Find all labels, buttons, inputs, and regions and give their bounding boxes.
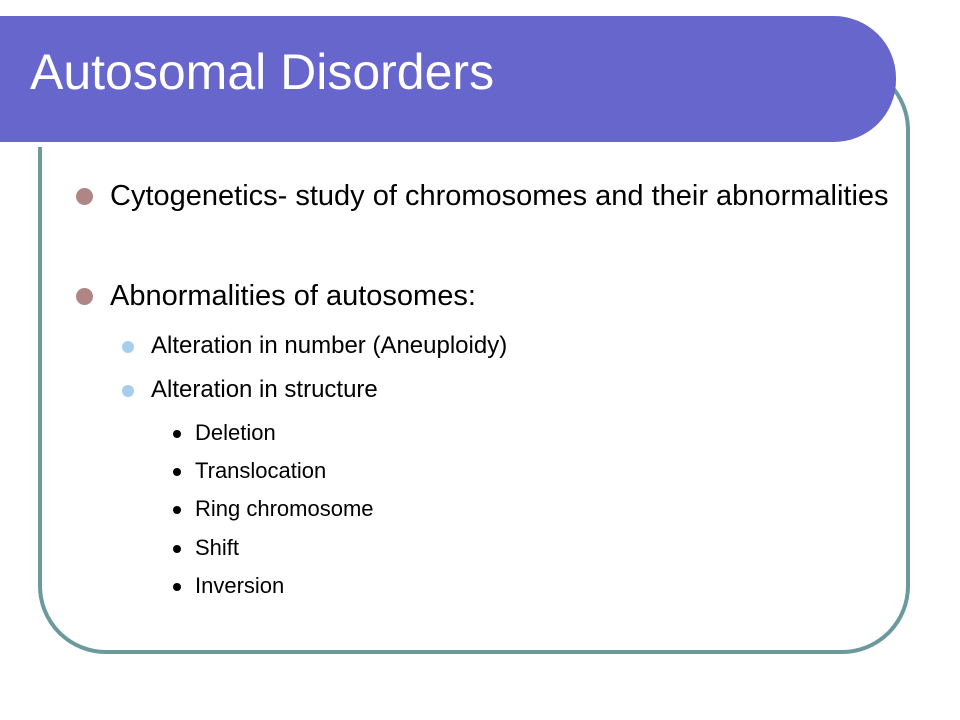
structure-item-text: Shift [195, 535, 240, 560]
bullet-text: Cytogenetics- study of chromosomes and their abnormalities [110, 180, 889, 212]
small-bullet-dot-icon [173, 583, 181, 591]
structure-item-text: Inversion [195, 573, 285, 598]
bullet-text: Abnormalities of autosomes: [110, 280, 476, 312]
structure-item-ring-chromosome [195, 496, 795, 522]
small-bullet-dot-icon [173, 430, 181, 438]
slide-title: Autosomal Disorders [30, 44, 495, 100]
bullet-dot-icon [76, 188, 93, 205]
structure-item-text: Ring chromosome [195, 496, 374, 521]
sub-bullet-text: Alteration in number (Aneuploidy) [151, 332, 508, 359]
sub-bullet-number [151, 331, 851, 361]
bullet-item-abnormalities [110, 276, 890, 316]
structure-item-text: Deletion [195, 420, 276, 445]
small-bullet-dot-icon [173, 468, 181, 476]
structure-item-translocation [195, 458, 795, 484]
bullet-item-cytogenetics [110, 176, 890, 216]
sub-bullet-structure [151, 375, 851, 405]
structure-item-text: Translocation [195, 458, 327, 483]
small-bullet-dot-icon [173, 506, 181, 514]
sub-bullet-dot-icon [122, 341, 134, 353]
structure-item-inversion [195, 573, 795, 599]
structure-item-deletion [195, 420, 795, 446]
bullet-dot-icon [76, 288, 93, 305]
structure-item-shift [195, 535, 795, 561]
sub-bullet-text: Alteration in structure [151, 376, 378, 403]
sub-bullet-dot-icon [122, 385, 134, 397]
small-bullet-dot-icon [173, 545, 181, 553]
